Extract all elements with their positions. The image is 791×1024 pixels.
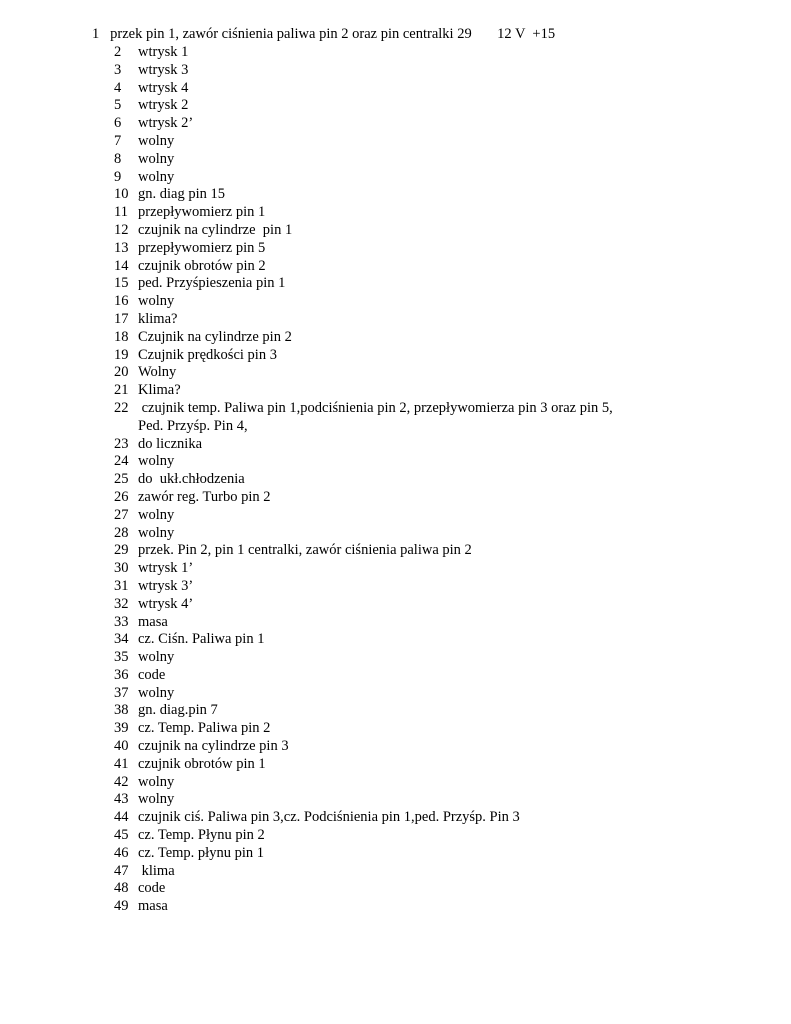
pin-description: przek. Pin 2, pin 1 centralki, zawór ciśnienia paliwa pin 2 bbox=[138, 542, 472, 559]
pin-number: 5 bbox=[114, 97, 122, 114]
pin-row bbox=[114, 507, 613, 525]
pin-row bbox=[114, 151, 613, 169]
pin-description: przepływomierz pin 5 bbox=[138, 239, 266, 256]
pin-description: wtrysk 4 bbox=[138, 79, 189, 96]
pin-description: wtrysk 2’ bbox=[138, 115, 194, 132]
pin-description: cz. Temp. Płynu pin 2 bbox=[138, 827, 265, 844]
pin-number: 20 bbox=[114, 364, 129, 381]
pin-number: 1 bbox=[92, 26, 100, 42]
pin-number: 34 bbox=[114, 631, 129, 648]
pin-number: 27 bbox=[114, 506, 129, 523]
pin-number: 10 bbox=[114, 186, 129, 203]
pin-row bbox=[114, 614, 613, 632]
pin-number: 46 bbox=[114, 844, 129, 861]
pin-number: 36 bbox=[114, 666, 129, 683]
pin-description: wtrysk 2 bbox=[138, 97, 189, 114]
pin-number: 9 bbox=[114, 168, 122, 185]
pin-description: wolny bbox=[138, 453, 175, 470]
pin-row bbox=[114, 258, 613, 276]
pin-description: wolny bbox=[138, 773, 175, 790]
pin-number: 15 bbox=[114, 275, 129, 292]
pin-number: 21 bbox=[114, 382, 129, 399]
pin-row bbox=[114, 364, 613, 382]
pin-description-continuation: Ped. Przyśp. Pin 4, bbox=[138, 417, 248, 434]
pin-description: ped. Przyśpieszenia pin 1 bbox=[138, 275, 286, 292]
pin-number: 18 bbox=[114, 328, 129, 345]
pin-description: cz. Temp. Paliwa pin 2 bbox=[138, 720, 271, 737]
pin-row bbox=[114, 827, 613, 845]
terminal-label: +15 bbox=[532, 26, 556, 42]
pin-description: wolny bbox=[138, 649, 175, 666]
pin-row bbox=[114, 347, 613, 365]
pin-description: wolny bbox=[138, 506, 175, 523]
pin-row bbox=[114, 471, 613, 489]
pin-number: 35 bbox=[114, 649, 129, 666]
pin-number: 6 bbox=[114, 115, 122, 132]
pin-row bbox=[114, 542, 613, 560]
pin-description: przek pin 1, zawór ciśnienia paliwa pin 2 oraz pin centralki 29 bbox=[110, 26, 472, 42]
pin-row bbox=[114, 186, 613, 204]
pin-number: 29 bbox=[114, 542, 129, 559]
pin-number: 2 bbox=[114, 44, 122, 60]
pin-description: wolny bbox=[138, 150, 175, 167]
pin-row bbox=[114, 863, 613, 881]
pin-number: 32 bbox=[114, 595, 129, 612]
pin-description: czujnik temp. Paliwa pin 1,podciśnienia pin 2, przepływomierza pin 3 oraz pin 5, bbox=[138, 399, 613, 416]
pin-number: 19 bbox=[114, 346, 129, 363]
pin-description: klima bbox=[138, 862, 175, 879]
pin-row bbox=[114, 400, 613, 418]
pin-description: wolny bbox=[138, 132, 175, 149]
pin-row bbox=[114, 596, 613, 614]
pin-number: 42 bbox=[114, 773, 129, 790]
pin-row bbox=[114, 329, 613, 347]
pin-number: 8 bbox=[114, 150, 122, 167]
pin-row bbox=[114, 275, 613, 293]
pin-row bbox=[114, 115, 613, 133]
pin-number: 14 bbox=[114, 257, 129, 274]
pin-description: Wolny bbox=[138, 364, 177, 381]
pin-number: 38 bbox=[114, 702, 129, 719]
pin-row bbox=[114, 222, 613, 240]
pin-description: do licznika bbox=[138, 435, 203, 452]
pin-description: czujnik obrotów pin 1 bbox=[138, 755, 266, 772]
pin-row bbox=[114, 453, 613, 471]
pin-number: 33 bbox=[114, 613, 129, 630]
pin-row bbox=[114, 898, 613, 916]
pin-number: 39 bbox=[114, 720, 129, 737]
pin-description: gn. diag.pin 7 bbox=[138, 702, 218, 719]
pin-row bbox=[114, 204, 613, 222]
pin-number: 24 bbox=[114, 453, 129, 470]
pin-number: 30 bbox=[114, 560, 129, 577]
pin-number: 40 bbox=[114, 738, 129, 755]
pin-row bbox=[114, 685, 613, 703]
pin-number: 23 bbox=[114, 435, 129, 452]
pin-number: 11 bbox=[114, 204, 128, 221]
pin-description: masa bbox=[138, 613, 168, 630]
pin-number: 47 bbox=[114, 862, 129, 879]
pin-description: wolny bbox=[138, 293, 175, 310]
pin-description: wolny bbox=[138, 168, 175, 185]
pin-description: gn. diag pin 15 bbox=[138, 186, 225, 203]
pin-row bbox=[114, 97, 613, 115]
pin-number: 13 bbox=[114, 239, 129, 256]
pin-number: 28 bbox=[114, 524, 129, 541]
pin-row bbox=[114, 62, 613, 80]
pin-number: 25 bbox=[114, 471, 129, 488]
voltage-label: 12 V bbox=[497, 26, 526, 42]
pin-row bbox=[114, 649, 613, 667]
pin-row bbox=[114, 489, 613, 507]
pin-description: czujnik na cylindrze pin 1 bbox=[138, 221, 293, 238]
pin-number: 22 bbox=[114, 399, 129, 416]
pin-row bbox=[114, 560, 613, 578]
pin-row bbox=[114, 702, 613, 720]
pin-row bbox=[114, 631, 613, 649]
pin-row bbox=[114, 791, 613, 809]
pin-description: czujnik obrotów pin 2 bbox=[138, 257, 266, 274]
pin-description: klima? bbox=[138, 310, 178, 327]
pin-number: 37 bbox=[114, 684, 129, 701]
pin-number: 17 bbox=[114, 310, 129, 327]
pin-description: Czujnik prędkości pin 3 bbox=[138, 346, 277, 363]
pin-number: 44 bbox=[114, 809, 129, 826]
pin-row bbox=[114, 774, 613, 792]
pin-row bbox=[114, 738, 613, 756]
pin-description: czujnik ciś. Paliwa pin 3,cz. Podciśnienia pin 1,ped. Przyśp. Pin 3 bbox=[138, 809, 520, 826]
pin-number: 4 bbox=[114, 79, 122, 96]
pin-number: 45 bbox=[114, 827, 129, 844]
pin-number: 7 bbox=[114, 132, 122, 149]
pin-row bbox=[114, 880, 613, 898]
pin-row bbox=[114, 311, 613, 329]
pin-row bbox=[114, 720, 613, 738]
pin-number: 26 bbox=[114, 488, 129, 505]
pin-description: wtrysk 3 bbox=[138, 61, 189, 78]
pin-row bbox=[114, 667, 613, 685]
pin-description: przepływomierz pin 1 bbox=[138, 204, 266, 221]
pin-row bbox=[114, 525, 613, 543]
pin-row bbox=[114, 756, 613, 774]
pin-row bbox=[114, 169, 613, 187]
pin-row bbox=[114, 578, 613, 596]
pin-row bbox=[114, 44, 613, 62]
pin-number: 31 bbox=[114, 577, 129, 594]
pin-number: 3 bbox=[114, 61, 122, 78]
pin-description: cz. Temp. płynu pin 1 bbox=[138, 844, 264, 861]
pin-number: 12 bbox=[114, 221, 129, 238]
pin-description: wtrysk 1 bbox=[138, 44, 189, 60]
pin-row bbox=[114, 382, 613, 400]
pin-description: code bbox=[138, 666, 166, 683]
pin-row bbox=[114, 240, 613, 258]
pin-description: wolny bbox=[138, 684, 175, 701]
pin-description: masa bbox=[138, 898, 168, 915]
pin-row bbox=[114, 809, 613, 827]
pin-number: 43 bbox=[114, 791, 129, 808]
pin-description: wolny bbox=[138, 524, 175, 541]
pin-number: 49 bbox=[114, 898, 129, 915]
pin-number: 48 bbox=[114, 880, 129, 897]
pin-row bbox=[114, 845, 613, 863]
pin-row bbox=[114, 80, 613, 98]
pin-description: do ukł.chłodzenia bbox=[138, 471, 245, 488]
pin-row bbox=[114, 293, 613, 311]
pin-description: cz. Ciśn. Paliwa pin 1 bbox=[138, 631, 265, 648]
pin-description: code bbox=[138, 880, 166, 897]
pin-list bbox=[114, 44, 613, 916]
pin-description: czujnik na cylindrze pin 3 bbox=[138, 738, 289, 755]
pin-description: wtrysk 1’ bbox=[138, 560, 194, 577]
pin-row bbox=[114, 133, 613, 151]
pin-number: 41 bbox=[114, 755, 129, 772]
pin-description: wtrysk 3’ bbox=[138, 577, 194, 594]
pin-description: wolny bbox=[138, 791, 175, 808]
pin-number: 16 bbox=[114, 293, 129, 310]
pin-row bbox=[114, 436, 613, 454]
pin-description: wtrysk 4’ bbox=[138, 595, 194, 612]
pin-description: Klima? bbox=[138, 382, 181, 399]
pin-description: zawór reg. Turbo pin 2 bbox=[138, 488, 271, 505]
pin-row-1 bbox=[92, 26, 555, 44]
pin-description: Czujnik na cylindrze pin 2 bbox=[138, 328, 292, 345]
